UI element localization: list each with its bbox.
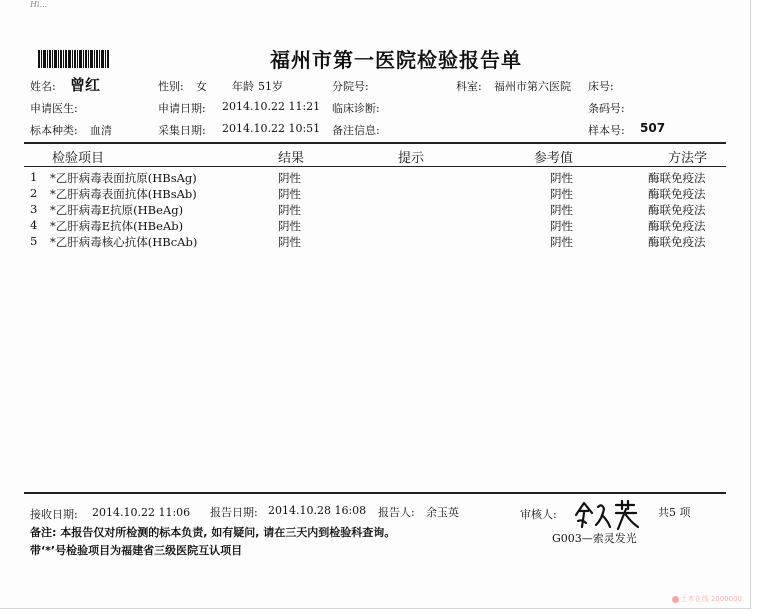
sample-type: 血清 [90,124,112,137]
dept-value: 福州市第六医院 [494,80,571,93]
bed-label: 床号: [588,80,614,93]
row-method: 酶联免疫法 [648,187,706,201]
col-item: 检验项目 [52,151,105,166]
row-reference: 阴性 [550,235,573,249]
row-result: 阴性 [278,171,301,185]
footer-note-mutual: 带‘*’号检验项目为福建省三级医院互认项目 [30,544,243,557]
header-bottom-rule [24,166,726,167]
col-result: 结果 [278,151,305,166]
row-reference: 阴性 [550,219,573,233]
table-row [30,218,730,234]
row-item: *乙肝病毒核心抗体(HBcAb) [50,235,198,249]
branch-label: 分院号: [332,80,369,93]
table-row [30,234,730,250]
note-info-label: 备注信息: [332,124,380,137]
col-method: 方法学 [668,151,708,166]
col-reference: 参考值 [534,151,574,166]
name-label: 姓名: [30,80,56,93]
barcode-no-label: 条码号: [588,102,625,115]
row-index: 4 [30,218,38,232]
patient-name: 曾红 [70,76,101,94]
reporter-label: 报告人: [378,506,415,519]
col-hint: 提示 [398,151,425,166]
sample-no: 507 [640,121,666,135]
row-result: 阴性 [278,187,301,201]
row-method: 酶联免疫法 [648,203,706,217]
apply-date-label: 申请日期: [158,102,206,115]
receive-label: 接收日期: [30,508,78,521]
sample-no-label: 样本号: [588,124,625,137]
watermark-text: 土木在线 2000000 [680,595,742,603]
row-reference: 阴性 [550,203,573,217]
corner-scribble: Hi... [30,0,48,9]
header-top-rule [24,142,726,144]
footer-rule [24,492,726,494]
collect-date-label: 采集日期: [158,124,206,137]
report-date-label: 报告日期: [210,506,258,519]
apply-date: 2014.10.22 11:21 [222,100,321,113]
watermark [672,594,742,604]
row-method: 酶联免疫法 [648,235,706,249]
patient-sex: 女 [196,80,207,93]
reviewer-signature [572,497,644,531]
instrument-code: G003—索灵发光 [552,532,637,545]
diagnosis-label: 临床诊断: [332,102,380,115]
row-result: 阴性 [278,203,301,217]
collect-date: 2014.10.22 10:51 [222,122,321,135]
sex-label: 性别: [158,80,184,93]
row-reference: 阴性 [550,171,573,185]
dept-label: 科室: [456,80,482,93]
footer-note: 备注: 本报告仅对所检测的标本负责, 如有疑问, 请在三天内到检验科查询。 [30,526,396,539]
table-row [30,202,730,218]
row-index: 1 [30,170,38,184]
row-item: *乙肝病毒表面抗体(HBsAb) [50,187,197,201]
row-item: *乙肝病毒E抗体(HBeAb) [50,219,184,233]
table-row [30,186,730,202]
row-index: 2 [30,186,38,200]
patient-age: 51岁 [258,80,283,93]
reporter-name: 余玉英 [426,506,459,519]
sample-type-label: 标本种类: [30,124,78,137]
report-date: 2014.10.28 16:08 [268,504,367,517]
row-reference: 阴性 [550,187,573,201]
reviewer-label: 审核人: [520,508,557,521]
watermark-logo-icon [672,596,679,603]
doctor-label: 申请医生: [30,102,78,115]
row-index: 3 [30,202,38,216]
row-method: 酶联免疫法 [648,219,706,233]
row-index: 5 [30,234,38,248]
barcode-icon [38,50,110,68]
report-title: 福州市第一医院检验报告单 [270,48,522,72]
row-item: *乙肝病毒表面抗原(HBsAg) [50,171,197,185]
table-row [30,170,730,186]
item-total: 共5 项 [658,506,691,519]
row-item: *乙肝病毒E抗原(HBeAg) [50,203,184,217]
row-result: 阴性 [278,235,301,249]
row-method: 酶联免疫法 [648,171,706,185]
receive-date: 2014.10.22 11:06 [92,506,191,519]
age-label: 年龄 [232,80,254,93]
row-result: 阴性 [278,219,301,233]
